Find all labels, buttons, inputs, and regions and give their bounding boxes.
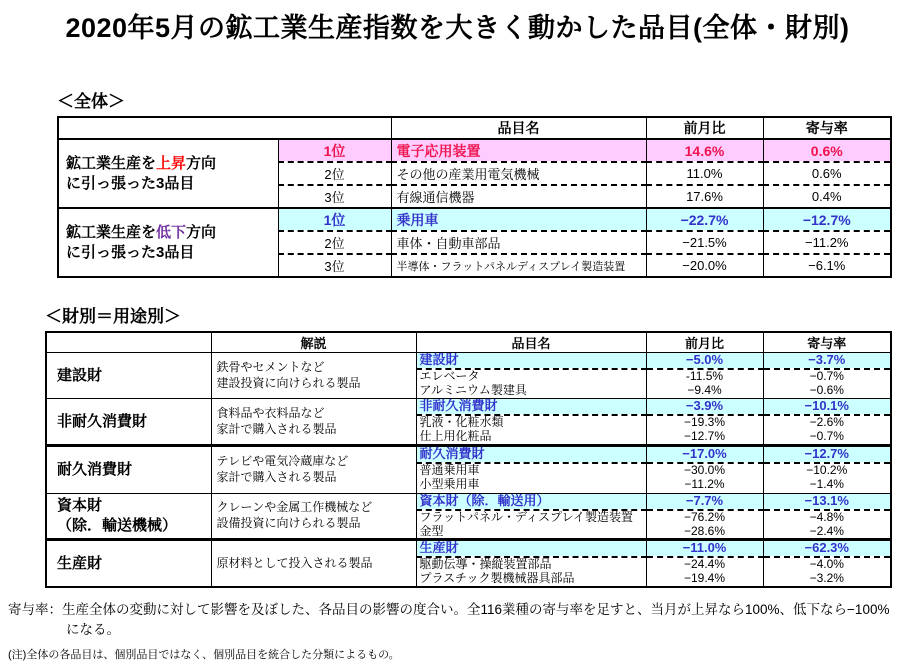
contribution-value-cell: −4.0% (763, 557, 891, 572)
item-name-cell: 耐久消費財 (416, 446, 646, 463)
mom-value-cell: −30.0% (646, 463, 763, 478)
description-cell: クレーンや金属工作機械など 設備投資に向けられる製品 (211, 493, 416, 540)
mom-value-cell: −11.0% (646, 540, 763, 557)
mom-value-cell: −11.2% (646, 478, 763, 493)
contribution-text: 生産全体の変動に対して影響を及ぼした、各品目の影響の度合い。全116業種の寄与率を足すと、当月が上昇なら100%、低下なら−100% (62, 602, 890, 618)
group-label-up (58, 139, 278, 208)
item-name-cell: フラットパネル・ディスプレイ製造装置 (416, 510, 646, 525)
rank-cell: 2位 (278, 162, 391, 185)
mom-value-cell: −20.0% (646, 254, 763, 277)
item-name-cell: プラスチック製機械器具部品 (416, 572, 646, 587)
blank-header-cell (46, 332, 211, 353)
mom-value-cell: −7.7% (646, 493, 763, 509)
table-row-down-rank1 (58, 208, 891, 231)
mom-value-cell: 11.0% (646, 162, 763, 185)
column-header-contribution: 寄与率 (763, 117, 891, 139)
column-header-item: 品目名 (391, 117, 646, 139)
mom-value-cell: −5.0% (646, 353, 763, 369)
section-heading-by-use: ＜財別＝用途別＞ (45, 307, 181, 326)
table-row-up-rank1 (58, 139, 891, 162)
column-header-mom: 前月比 (646, 117, 763, 139)
category-cell: 資本財 （除．輸送機械） (57, 497, 178, 534)
item-name-cell: 普通乗用車 (416, 463, 646, 478)
mom-value-cell: −19.3% (646, 415, 763, 430)
description-cell: テレビや電気冷蔵庫など 家計で購入される製品 (211, 446, 416, 493)
item-name-cell: 有線通信機器 (391, 185, 646, 208)
contribution-value-cell: −1.4% (763, 478, 891, 493)
mom-value-cell: −21.5% (646, 231, 763, 254)
down-word: 低下 (156, 224, 187, 241)
contribution-value-cell: 0.4% (763, 185, 891, 208)
mom-value-cell: -11.5% (646, 369, 763, 384)
category-cell: 生産財 (57, 555, 103, 573)
page-title: 2020年5月の鉱工業生産指数を大きく動かした品目(全体・財別) (65, 13, 850, 43)
group-label-up-line1: 鉱工業生産を上昇方向 (66, 155, 217, 172)
mom-value-cell: −22.7% (646, 208, 763, 231)
contribution-value-cell: −12.7% (763, 208, 891, 231)
description-cell: 原材料として投入される製品 (211, 540, 416, 587)
description-cell: 鉄骨やセメントなど 建設投資に向けられる製品 (211, 353, 416, 399)
group-label-up-line2: に引っ張った3品目 (66, 174, 195, 192)
mom-value-cell: −3.9% (646, 399, 763, 415)
category-cell: 非耐久消費財 (57, 413, 148, 431)
table-row-category-producer (46, 540, 891, 557)
contribution-value-cell: −62.3% (763, 540, 891, 557)
rank-cell: 3位 (278, 185, 391, 208)
rank-cell: 3位 (278, 254, 391, 277)
contribution-value-cell: −0.7% (763, 369, 891, 384)
by-use-table (45, 331, 892, 588)
contribution-value-cell: 0.6% (763, 162, 891, 185)
table-row-category-nondurable (46, 399, 891, 415)
contribution-value-cell: −12.7% (763, 446, 891, 463)
item-name-cell: 半導体・フラットパネルディスプレイ製造装置 (391, 254, 646, 277)
item-name-cell: 金型 (416, 525, 646, 540)
contribution-footnote-line2: になる。 (66, 621, 120, 637)
item-name-cell: 資本財（除．輸送用） (416, 493, 646, 509)
by-use-header-row (46, 332, 891, 353)
item-name-cell: アルミニウム製建具 (416, 384, 646, 399)
contribution-value-cell: −0.6% (763, 384, 891, 399)
item-name-cell: 生産財 (416, 540, 646, 557)
contribution-value-cell: −6.1% (763, 254, 891, 277)
up-word: 上昇 (156, 155, 187, 172)
contribution-value-cell: −10.2% (763, 463, 891, 478)
column-header-mom: 前月比 (646, 332, 763, 353)
table-row-category-capital (46, 493, 891, 509)
blank-header-cell (58, 117, 391, 139)
rank-cell: 1位 (278, 139, 391, 162)
mom-value-cell: −76.2% (646, 510, 763, 525)
contribution-value-cell: −0.7% (763, 430, 891, 445)
overall-table (57, 116, 892, 278)
description-cell: 食料品や衣料品など 家計で購入される製品 (211, 399, 416, 446)
rank-cell: 1位 (278, 208, 391, 231)
contribution-value-cell: −4.8% (763, 510, 891, 525)
mom-value-cell: 17.6% (646, 185, 763, 208)
overall-header-row (58, 117, 891, 139)
item-name-cell: 駆動伝導・操縦装置部品 (416, 557, 646, 572)
table-row-category-construction (46, 353, 891, 369)
item-name-cell: エレベータ (416, 369, 646, 384)
item-name-cell: 乳液・化粧水類 (416, 415, 646, 430)
group-label-down-line2: に引っ張った3品目 (66, 243, 195, 261)
contribution-value-cell: −2.4% (763, 525, 891, 540)
bottom-note: (注)全体の各品目は、個別品目ではなく、個別品目を統合した分類によるもの。 (8, 649, 400, 662)
column-header-item: 品目名 (416, 332, 646, 353)
mom-value-cell: −12.7% (646, 430, 763, 445)
mom-value-cell: 14.6% (646, 139, 763, 162)
group-label-down-line1: 鉱工業生産を低下方向 (66, 224, 217, 241)
item-name-cell: 車体・自動車部品 (391, 231, 646, 254)
item-name-cell: 乗用車 (391, 208, 646, 231)
rank-cell: 2位 (278, 231, 391, 254)
item-name-cell: 電子応用装置 (391, 139, 646, 162)
contribution-value-cell: 0.6% (763, 139, 891, 162)
item-name-cell: 非耐久消費財 (416, 399, 646, 415)
contribution-footnote (8, 600, 915, 639)
column-header-contribution: 寄与率 (763, 332, 891, 353)
contribution-term: 寄与率： (8, 602, 62, 618)
item-name-cell: その他の産業用電気機械 (391, 162, 646, 185)
contribution-value-cell: −13.1% (763, 493, 891, 509)
contribution-value-cell: −3.2% (763, 572, 891, 587)
contribution-value-cell: −10.1% (763, 399, 891, 415)
mom-value-cell: −28.6% (646, 525, 763, 540)
contribution-value-cell: −3.7% (763, 353, 891, 369)
category-cell: 耐久消費財 (57, 461, 133, 479)
item-name-cell: 建設財 (416, 353, 646, 369)
contribution-footnote-line1 (8, 600, 915, 620)
item-name-cell: 小型乗用車 (416, 478, 646, 493)
mom-value-cell: −9.4% (646, 384, 763, 399)
group-label-down (58, 208, 278, 277)
contribution-value-cell: −11.2% (763, 231, 891, 254)
mom-value-cell: −24.4% (646, 557, 763, 572)
item-name-cell: 仕上用化粧品 (416, 430, 646, 445)
section-heading-overall: ＜全体＞ (57, 92, 125, 111)
column-header-desc: 解説 (211, 332, 416, 353)
table-row-category-durable (46, 446, 891, 463)
contribution-value-cell: −2.6% (763, 415, 891, 430)
mom-value-cell: −19.4% (646, 572, 763, 587)
category-cell: 建設財 (57, 366, 103, 384)
mom-value-cell: −17.0% (646, 446, 763, 463)
